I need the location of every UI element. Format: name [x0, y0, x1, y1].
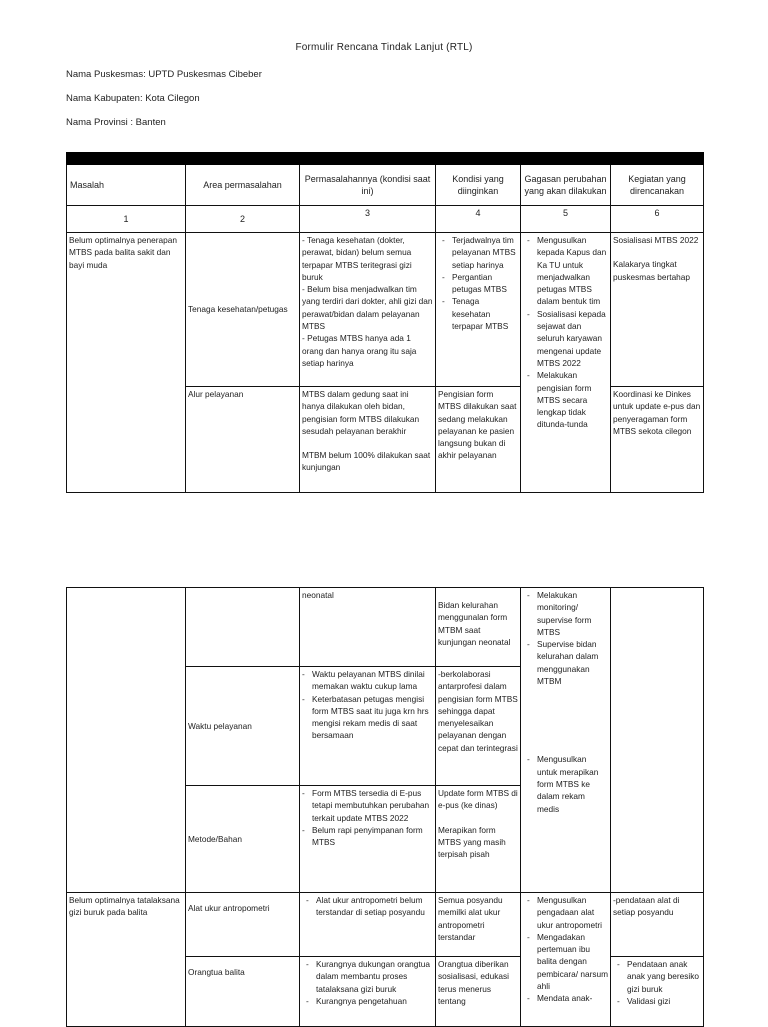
header-gagasan: Gagasan perubahan yang akan dilakukan: [521, 165, 611, 206]
metode-kondisi-2: Merapikan form MTBS yang masih terpisah pisah: [438, 824, 506, 860]
table-row: [67, 893, 704, 957]
ortu-kegiatan-cell: [611, 957, 704, 1027]
gagasan-item: - Mengusulkan kepada Kapus dan Ka TU untuk menjadwalkan petugas MTBS dalam bentuk tim: [523, 234, 608, 308]
metode-masalah-item: - Belum rapi penyimpanan form MTBS: [302, 824, 433, 849]
puskesmas-name: Nama Puskesmas: UPTD Puskesmas Cibeber: [66, 69, 262, 80]
cont-kondisi-cell: [436, 588, 521, 667]
tenaga-kegiatan-cell: [611, 233, 704, 387]
area-ortu-text: Orangtua balita: [188, 967, 245, 977]
area-tenaga-cell: [186, 233, 300, 387]
alur-kondisi-cell: [436, 387, 521, 493]
col-number-4: 4: [436, 206, 521, 233]
tenaga-kondisi-item: - Tenaga kesehatan terpapar MTBS: [438, 295, 518, 332]
metode-kondisi-1: Update form MTBS di e-pus (ke dinas): [438, 788, 518, 811]
metode-masalah-cell: [300, 786, 436, 893]
header-kondisi: Kondisi yang diinginkan: [436, 165, 521, 206]
tenaga-masalah-item: - Petugas MTBS hanya ada 1 orang dan hanya orang itu saja setiap harinya: [302, 333, 417, 368]
tenaga-kegiatan-1: Sosialisasi MTBS 2022: [613, 235, 699, 245]
ortu-kondisi-cell: [436, 957, 521, 1027]
header-masalah: Masalah: [67, 165, 186, 206]
cont-masalah-text: neonatal: [302, 590, 334, 600]
tenaga-kondisi-cell: [436, 233, 521, 387]
waktu-kondisi-cell: [436, 667, 521, 786]
ortu-kegiatan-item: - Pendataan anak anak yang beresiko gizi buruk: [613, 958, 701, 995]
cont-gagasan-cell: [521, 588, 611, 893]
header-bar: [67, 153, 704, 165]
gizi-gagasan-item: - Mengusulkan pengadaan alat ukur antropometri: [523, 894, 608, 931]
alat-kegiatan-text: -pendataan alat di setiap posyandu: [613, 895, 680, 918]
ortu-masalah-cell: [300, 957, 436, 1027]
area-alur-cell: [186, 387, 300, 493]
column-number-row: [67, 206, 704, 233]
area-alur-text: Alur pelayanan: [188, 389, 244, 399]
alat-kondisi-cell: [436, 893, 521, 957]
tenaga-kegiatan-2: Kalakarya tingkat puskesmas bertahap: [613, 259, 691, 282]
kabupaten-name: Nama Kabupaten: Kota Cilegon: [66, 93, 200, 104]
cont-gagasan-item: - Supervise bidan kelurahan dalam menggunakan MTBM: [523, 638, 608, 687]
header-permasalahan: Permasalahannya (kondisi saat ini): [300, 165, 436, 206]
waktu-masalah-item: - Waktu pelayanan MTBS dinilai memakan waktu cukup lama: [302, 668, 433, 693]
gizi-gagasan-item: - Mengadakan pertemuan ibu balita dengan pembicara/ narsum ahli: [523, 931, 608, 992]
area-waktu-text: Waktu pelayanan: [188, 720, 252, 731]
metode-gagasan-item: - Mengusulkan untuk merapikan form MTBS ke dalam rekam medis: [523, 753, 608, 814]
tenaga-masalah-cell: [300, 233, 436, 387]
provinsi-name: Nama Provinsi : Banten: [66, 117, 166, 128]
area-metode-cell: [186, 786, 300, 893]
alur-kondisi-text: Pengisian form MTBS dilakukan saat sedang melakukan pelayanan ke pasien langsung bukan di akhir pelayanan: [438, 389, 517, 461]
alat-masalah-item: - Alat ukur antropometri belum terstandar di setiap posyandu: [302, 894, 433, 919]
masalah-text: Belum optimalnya penerapan MTBS pada balita sakit dan bayi muda: [69, 235, 177, 270]
col-number-6: 6: [611, 206, 704, 233]
alat-kegiatan-cell: [611, 893, 704, 957]
header-area: Area permasalahan: [186, 165, 300, 206]
area-alat-text: Alat ukur antropometri: [188, 903, 270, 913]
waktu-masalah-item: - Keterbatasan petugas mengisi form MTBS saat itu juga krn hrs mengisi rekam medis di saat bersamaan: [302, 693, 433, 742]
ortu-masalah-item: - Kurangnya dukungan orangtua dalam membantu proses tatalaksana gizi buruk: [302, 958, 433, 995]
cont-gagasan-item: - Melakukan monitoring/ supervise form MTBS: [523, 589, 608, 638]
ortu-kegiatan-item: - Validasi gizi: [613, 995, 701, 1007]
col-number-5: 5: [521, 206, 611, 233]
alur-kegiatan-text: Koordinasi ke Dinkes untuk update e-pus dan penyeragaman form MTBS sekota cilegon: [613, 389, 701, 436]
form-title: Formulir Rencana Tindak Lanjut (RTL): [295, 42, 473, 53]
area-waktu-cell: [186, 667, 300, 786]
masalah-gizi-cell: [67, 893, 186, 1027]
table-row: [67, 233, 704, 387]
alur-masalah-2: MTBM belum 100% dilakukan saat kunjungan: [302, 450, 431, 473]
alur-masalah-1: MTBS dalam gedung saat ini hanya dilakukan oleh bidan, pengisian form MTBS dilakukan sesudah pelayanan berakhir: [302, 389, 420, 436]
metode-kondisi-cell: [436, 786, 521, 893]
waktu-masalah-cell: [300, 667, 436, 786]
col-number-2: 2: [186, 206, 300, 233]
waktu-kondisi-text: -berkolaborasi antarprofesi dalam pengisian form MTBS sehingga dapat menyelesaikan pelayanan dengan cepat dan terintegrasi: [438, 669, 518, 753]
tenaga-kondisi-item: - Terjadwalnya tim pelayanan MTBS setiap harinya: [438, 234, 518, 271]
header-row: [67, 165, 704, 206]
masalah-gizi-text: Belum optimalnya tatalaksana gizi buruk pada balita: [69, 895, 180, 918]
alat-masalah-cell: [300, 893, 436, 957]
area-ortu-cell: [186, 957, 300, 1027]
rtl-table-page-1: [66, 152, 704, 493]
tenaga-masalah-item: - Tenaga kesehatan (dokter, perawat, bidan) belum semua terpapar MTBS teritegrasi gizi buruk: [302, 235, 412, 282]
alur-kegiatan-cell: [611, 387, 704, 493]
ortu-kondisi-text: Orangtua diberikan sosialisasi, edukasi terus menerus tentang: [438, 959, 510, 1006]
area-alat-cell: [186, 893, 300, 957]
gizi-gagasan-cell: [521, 893, 611, 1027]
ortu-masalah-item: - Kurangnya pengetahuan: [302, 995, 433, 1007]
area-tenaga-text: Tenaga kesehatan/petugas: [188, 304, 288, 315]
area-metode-text: Metode/Bahan: [188, 833, 242, 844]
gagasan-item: - Sosialisasi kepada sejawat dan seluruh karyawan mengenai update MTBS 2022: [523, 308, 608, 369]
gizi-gagasan-item: - Mendata anak-: [523, 992, 608, 1004]
alur-masalah-cell: [300, 387, 436, 493]
header-kegiatan: Kegiatan yang direncanakan: [611, 165, 704, 206]
alat-kondisi-text: Semua posyandu memilki alat ukur antropometri terstandar: [438, 895, 503, 942]
col-number-3: 3: [300, 206, 436, 233]
gagasan-item: - Melakukan pengisian form MTBS secara lengkap tidak ditunda-tunda: [523, 369, 608, 430]
cont-masalah-text-cell: [300, 588, 436, 667]
metode-masalah-item: - Form MTBS tersedia di E-pus tetapi membutuhkan perubahan terkait update MTBS 2022: [302, 787, 433, 824]
cont-kegiatan-cell: [611, 588, 704, 893]
tenaga-masalah-item: - Belum bisa menjadwalkan tim yang terdiri dari dokter, ahli gizi dan perawat/bidan dalam pelayanan MTBS: [302, 284, 433, 332]
rtl-table-page-2: [66, 587, 704, 1027]
cont-area-cell: [186, 588, 300, 667]
masalah-cell: [67, 233, 186, 493]
table-row: [67, 588, 704, 667]
col-number-1: 1: [67, 206, 186, 233]
cont-kondisi-text: Bidan kelurahan menggunalan form MTBM saat kunjungan neonatal: [438, 600, 511, 647]
cont-masalah-cell: [67, 588, 186, 893]
tenaga-kondisi-item: - Pergantian petugas MTBS: [438, 271, 518, 296]
gagasan-cell: [521, 233, 611, 493]
